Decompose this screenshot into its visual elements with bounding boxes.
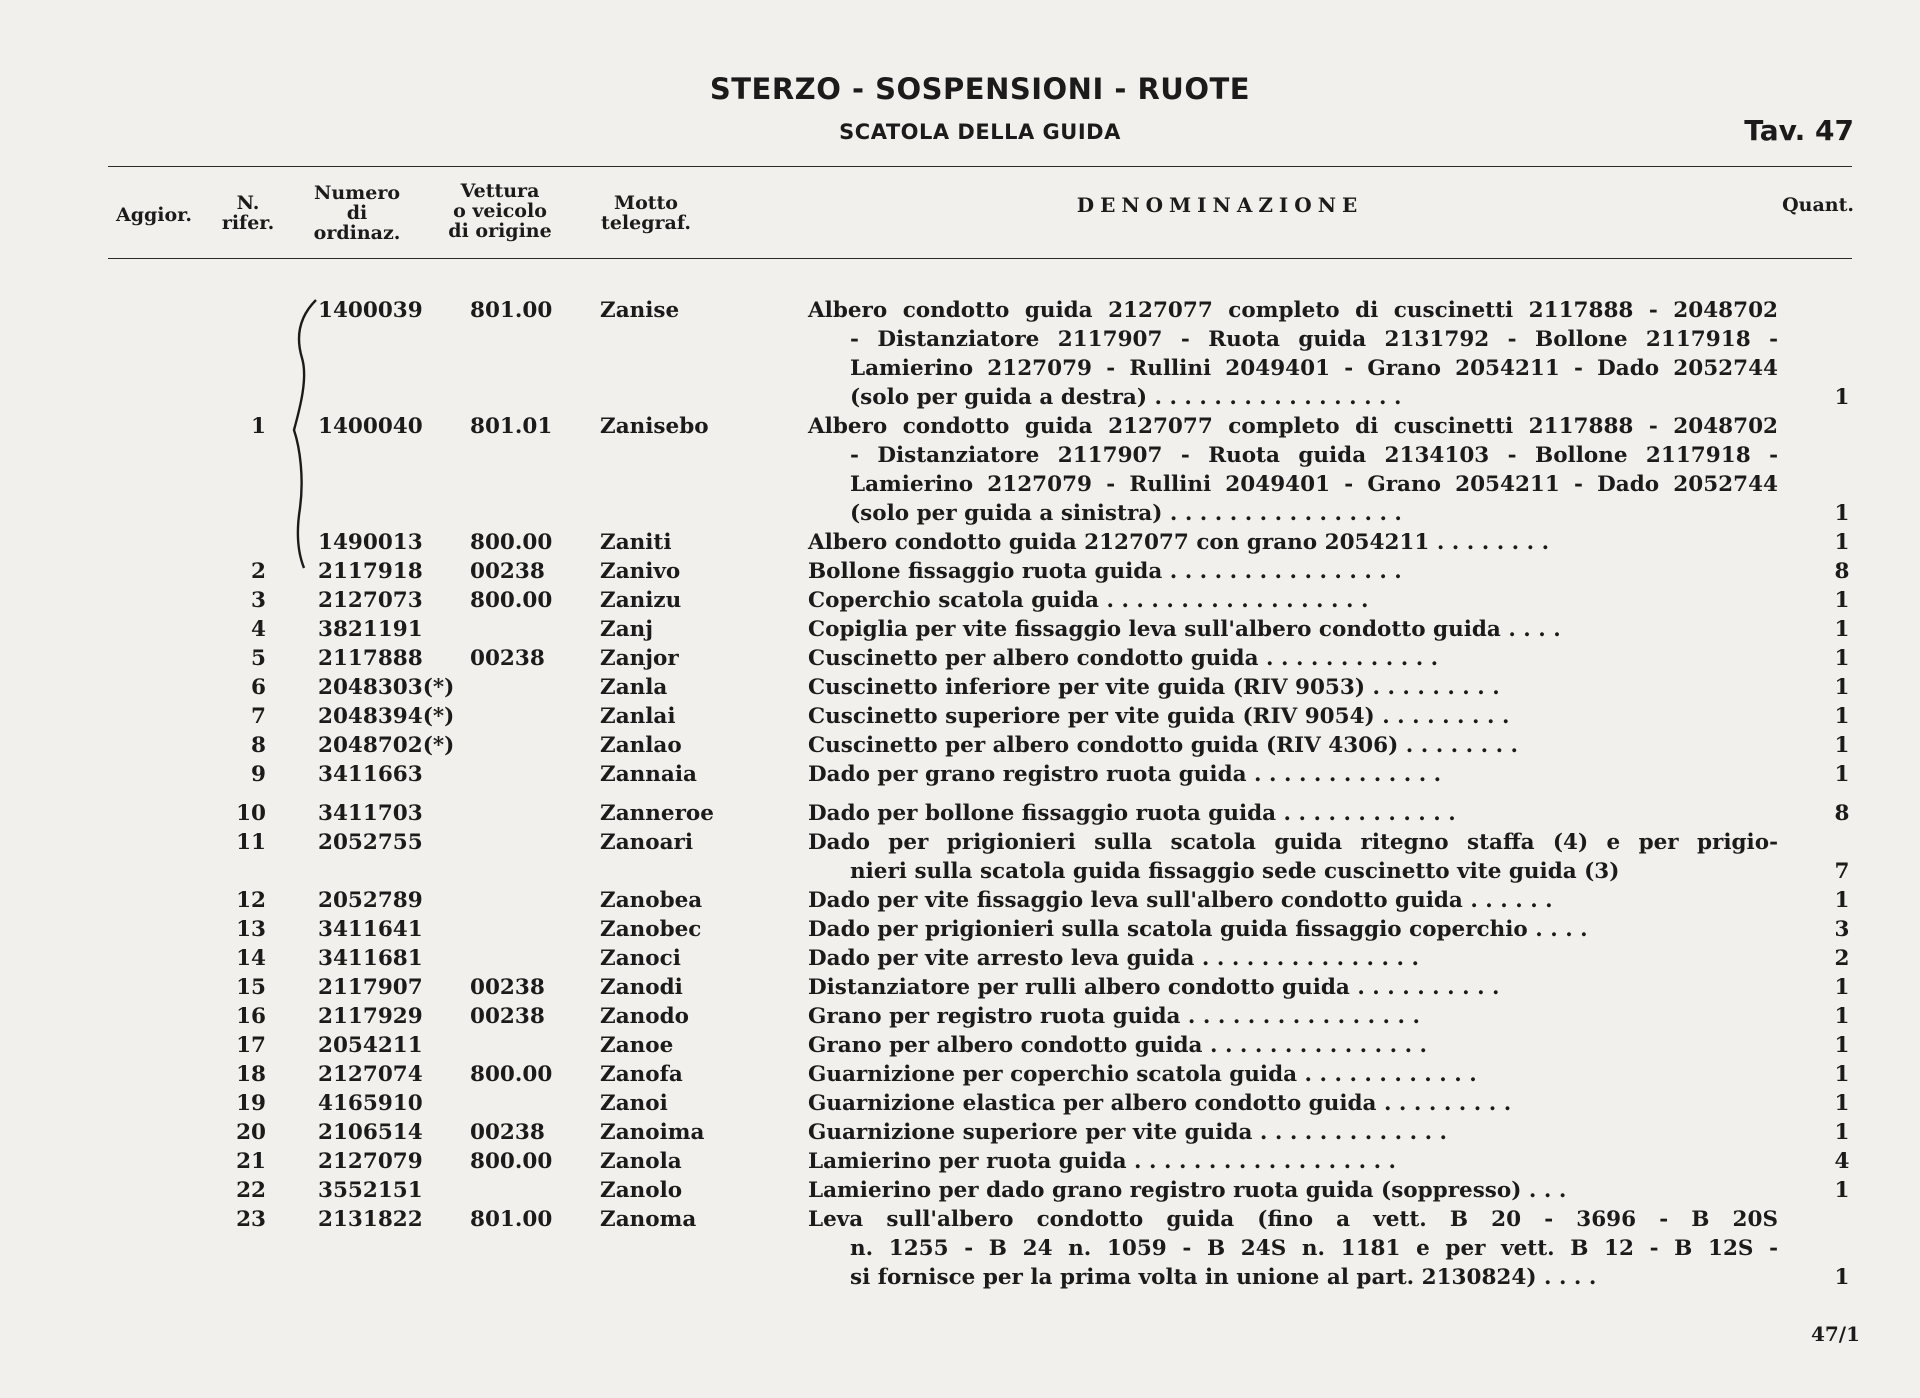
description-line: Albero condotto guida 2127077 con grano 2054211 . . . . . . . . [808,530,1550,555]
telegraph-code: Zanjor [600,646,679,671]
description-line: Dado per vite arresto leva guida . . . . . . . . . . . . . . . [808,946,1419,971]
order-number: 2048394(*) [318,704,455,729]
ref-number: 13 [236,917,266,942]
telegraph-code: Zanobec [600,917,702,942]
quantity: 1 [1834,975,1850,1000]
ref-number: 4 [251,617,266,642]
telegraph-code: Zanneroe [600,801,714,826]
ref-number: 12 [236,888,266,913]
table-row [0,1205,1920,1292]
table-row [0,1060,1920,1089]
description-line: Cuscinetto superiore per vite guida (RIV 9054) . . . . . . . . . [808,704,1510,729]
origin-vehicle: 00238 [470,559,545,584]
ref-number: 9 [251,762,266,787]
origin-vehicle: 800.00 [470,530,553,555]
description [808,1118,1778,1147]
order-number: 1400039 [318,298,423,323]
telegraph-code: Zanoma [600,1207,697,1232]
origin-vehicle: 800.00 [470,1062,553,1087]
table-row [0,731,1920,760]
description [808,557,1778,586]
ref-number [216,528,266,557]
quantity: 1 [1834,675,1850,700]
description-line: Lamierino per ruota guida . . . . . . . . . . . . . . . . . . [808,1149,1397,1174]
ref-number: 5 [251,646,266,671]
telegraph-code: Zanlai [600,704,676,729]
order-number: 2048702(*) [318,733,455,758]
quantity: 1 [1834,733,1850,758]
quantity: 1 [1834,888,1850,913]
ref-number: 6 [251,675,266,700]
order-number: 1400040 [318,414,423,439]
quantity: 8 [1834,559,1850,584]
telegraph-code: Zanisebo [600,414,709,439]
origin-vehicle: 800.00 [470,588,553,613]
col-header-denominazione: DENOMINAZIONE [1076,193,1364,217]
ref-number: 7 [251,704,266,729]
ref-number: 2 [251,559,266,584]
order-number: 3552151 [318,1178,423,1203]
description-line: Grano per albero condotto guida . . . . . . . . . . . . . . . [808,1033,1428,1058]
quantity: 1 [1834,1265,1850,1290]
description [808,1002,1778,1031]
description-line: Dado per prigionieri sulla scatola guida ritegno staffa (4) e per prigio- [808,830,1778,855]
order-number: 2117907 [318,975,423,1000]
description-line: - Distanziatore 2117907 - Ruota guida 2134103 - Bollone 2117918 - [850,443,1778,468]
header-bottom-rule [108,258,1852,259]
description-line: n. 1255 - B 24 n. 1059 - B 24S n. 1181 e per vett. B 12 - B 12S - [850,1236,1778,1261]
ref-number: 18 [236,1062,266,1087]
description [808,1205,1778,1292]
table-row [0,673,1920,702]
col-header-aggior: Aggior. [115,204,193,226]
description [808,1031,1778,1060]
ref-number: 16 [236,1004,266,1029]
col-header-numero: Numero di ordinaz. [313,182,401,244]
description [808,412,1778,528]
origin-vehicle: 800.00 [470,1149,553,1174]
table-row [0,586,1920,615]
telegraph-code: Zanoima [600,1120,705,1145]
parts-table [0,296,1920,1292]
telegraph-code: Zanoci [600,946,681,971]
description-line: Lamierino per dado grano registro ruota guida (soppresso) . . . [808,1178,1567,1203]
order-number: 3821191 [318,617,423,642]
description [808,1176,1778,1205]
telegraph-code: Zanobea [600,888,703,913]
description-line: Dado per grano registro ruota guida . . . . . . . . . . . . . [808,762,1442,787]
description [808,731,1778,760]
description-line: Albero condotto guida 2127077 completo di cuscinetti 2117888 - 2048702 [808,414,1778,439]
table-row [0,944,1920,973]
description-line: Leva sull'albero condotto guida (fino a vett. B 20 - 3696 - B 20S [808,1207,1778,1232]
description-line: Cuscinetto per albero condotto guida (RIV 4306) . . . . . . . . [808,733,1519,758]
header-top-rule [108,166,1852,167]
description-line: Cuscinetto inferiore per vite guida (RIV 9053) . . . . . . . . . [808,675,1500,700]
ref-number: 23 [236,1207,266,1232]
order-number: 3411641 [318,917,423,942]
table-row [0,557,1920,586]
table-row [0,296,1920,412]
order-number: 1490013 [318,530,423,555]
table-row [0,828,1920,886]
origin-vehicle: 00238 [470,646,545,671]
quantity: 1 [1834,704,1850,729]
table-number: Tav. 47 [1744,114,1854,147]
ref-number: 20 [236,1120,266,1145]
quantity: 1 [1834,1004,1850,1029]
description-line: Guarnizione elastica per albero condotto guida . . . . . . . . . [808,1091,1512,1116]
table-row [0,1031,1920,1060]
col-header-quant: Quant. [1782,194,1854,216]
description-line: Copiglia per vite fissaggio leva sull'albero condotto guida . . . . [808,617,1561,642]
quantity: 1 [1834,762,1850,787]
order-number: 2048303(*) [318,675,455,700]
description [808,915,1778,944]
ref-number: 17 [236,1033,266,1058]
ref-number: 21 [236,1149,266,1174]
description [808,1060,1778,1089]
description-line: (solo per guida a sinistra) . . . . . . . . . . . . . . . . [850,501,1402,526]
telegraph-code: Zanodo [600,1004,689,1029]
col-header-motto: Motto telegraf. [601,192,691,234]
col-header-vettura: Vettura o veicolo di origine [448,180,552,242]
quantity: 8 [1834,801,1850,826]
description [808,615,1778,644]
order-number: 2127079 [318,1149,423,1174]
description-line: (solo per guida a destra) . . . . . . . . . . . . . . . . . [850,385,1402,410]
ref-number: 8 [251,733,266,758]
table-row [0,1118,1920,1147]
quantity: 7 [1834,859,1850,884]
table-row [0,1176,1920,1205]
order-number: 2131822 [318,1207,423,1232]
description [808,828,1778,886]
description-line: Bollone fissaggio ruota guida . . . . . . . . . . . . . . . . [808,559,1402,584]
quantity: 2 [1834,946,1850,971]
order-number: 2117888 [318,646,423,671]
table-row [0,915,1920,944]
table-row [0,799,1920,828]
description [808,296,1778,412]
description-line: si fornisce per la prima volta in unione al part. 2130824) . . . . [850,1265,1597,1290]
table-row [0,615,1920,644]
description-line: Dado per prigionieri sulla scatola guida fissaggio coperchio . . . . [808,917,1588,942]
telegraph-code: Zanise [600,298,680,323]
telegraph-code: Zanla [600,675,668,700]
table-row [0,644,1920,673]
order-number: 2106514 [318,1120,423,1145]
order-number: 2127074 [318,1062,423,1087]
order-number: 2054211 [318,1033,423,1058]
description-line: Guarnizione per coperchio scatola guida . . . . . . . . . . . . [808,1062,1477,1087]
order-number: 2127073 [318,588,423,613]
quantity: 1 [1834,646,1850,671]
ref-number: 1 [251,414,266,439]
table-row [0,1147,1920,1176]
description [808,1089,1778,1118]
origin-vehicle: 801.00 [470,1207,553,1232]
quantity: 3 [1834,917,1850,942]
table-row [0,973,1920,1002]
description-line: Cuscinetto per albero condotto guida . . . . . . . . . . . . [808,646,1439,671]
description-line: Albero condotto guida 2127077 completo di cuscinetti 2117888 - 2048702 [808,298,1778,323]
table-row [0,1002,1920,1031]
telegraph-code: Zanlao [600,733,682,758]
description [808,1147,1778,1176]
telegraph-code: Zanj [600,617,654,642]
ref-number: 14 [236,946,266,971]
description [808,673,1778,702]
ref-number: 15 [236,975,266,1000]
description-line: Grano per registro ruota guida . . . . . . . . . . . . . . . . [808,1004,1420,1029]
order-number: 4165910 [318,1091,423,1116]
quantity: 1 [1834,588,1850,613]
description-line: Dado per vite fissaggio leva sull'albero condotto guida . . . . . . [808,888,1553,913]
quantity: 1 [1834,1062,1850,1087]
description [808,528,1778,557]
col-header-nrifer: N. rifer. [221,192,275,234]
description-line: Distanziatore per rulli albero condotto guida . . . . . . . . . . [808,975,1500,1000]
table-row [0,412,1920,528]
telegraph-code: Zanodi [600,975,683,1000]
telegraph-code: Zanoe [600,1033,674,1058]
ref-number [216,296,266,325]
description-line: Lamierino 2127079 - Rullini 2049401 - Grano 2054211 - Dado 2052744 [850,356,1778,381]
origin-vehicle: 00238 [470,975,545,1000]
quantity: 1 [1834,1120,1850,1145]
description-line: Dado per bollone fissaggio ruota guida . . . . . . . . . . . . [808,801,1456,826]
description-line: - Distanziatore 2117907 - Ruota guida 2131792 - Bollone 2117918 - [850,327,1778,352]
description-line: Guarnizione superiore per vite guida . . . . . . . . . . . . . [808,1120,1448,1145]
page-number: 47/1 [1810,1322,1860,1346]
quantity: 1 [1834,1091,1850,1116]
telegraph-code: Zaniti [600,530,672,555]
description [808,644,1778,673]
table-row [0,760,1920,799]
quantity: 1 [1834,385,1850,410]
description [808,886,1778,915]
telegraph-code: Zanolo [600,1178,683,1203]
table-row [0,702,1920,731]
telegraph-code: Zannaia [600,762,697,787]
ref-number: 19 [236,1091,266,1116]
ref-number: 11 [236,830,266,855]
ref-number: 10 [236,801,266,826]
table-row [0,1089,1920,1118]
page-title: STERZO - SOSPENSIONI - RUOTE [709,72,1251,106]
description [808,760,1778,789]
telegraph-code: Zanivo [600,559,681,584]
table-row [0,528,1920,557]
order-number: 2052755 [318,830,423,855]
origin-vehicle: 801.01 [470,414,553,439]
quantity: 1 [1834,1178,1850,1203]
quantity: 1 [1834,530,1850,555]
description-line: nieri sulla scatola guida fissaggio sede cuscinetto vite guida (3) [850,859,1620,884]
description [808,944,1778,973]
telegraph-code: Zanizu [600,588,682,613]
description [808,973,1778,1002]
telegraph-code: Zanoi [600,1091,668,1116]
telegraph-code: Zanoari [600,830,694,855]
origin-vehicle: 801.00 [470,298,553,323]
description [808,586,1778,615]
description-line: Coperchio scatola guida . . . . . . . . . . . . . . . . . . [808,588,1369,613]
description-line: Lamierino 2127079 - Rullini 2049401 - Grano 2054211 - Dado 2052744 [850,472,1778,497]
origin-vehicle: 00238 [470,1004,545,1029]
order-number: 3411703 [318,801,423,826]
origin-vehicle: 00238 [470,1120,545,1145]
page-subtitle: SCATOLA DELLA GUIDA [839,120,1121,144]
quantity: 1 [1834,1033,1850,1058]
table-row [0,886,1920,915]
telegraph-code: Zanola [600,1149,682,1174]
telegraph-code: Zanofa [600,1062,683,1087]
order-number: 3411663 [318,762,423,787]
ref-number: 22 [236,1178,266,1203]
quantity: 1 [1834,617,1850,642]
order-number: 2052789 [318,888,423,913]
description [808,799,1778,828]
order-number: 2117929 [318,1004,423,1029]
ref-number: 3 [251,588,266,613]
order-number: 3411681 [318,946,423,971]
description [808,702,1778,731]
quantity: 4 [1834,1149,1850,1174]
order-number: 2117918 [318,559,423,584]
quantity: 1 [1834,501,1850,526]
